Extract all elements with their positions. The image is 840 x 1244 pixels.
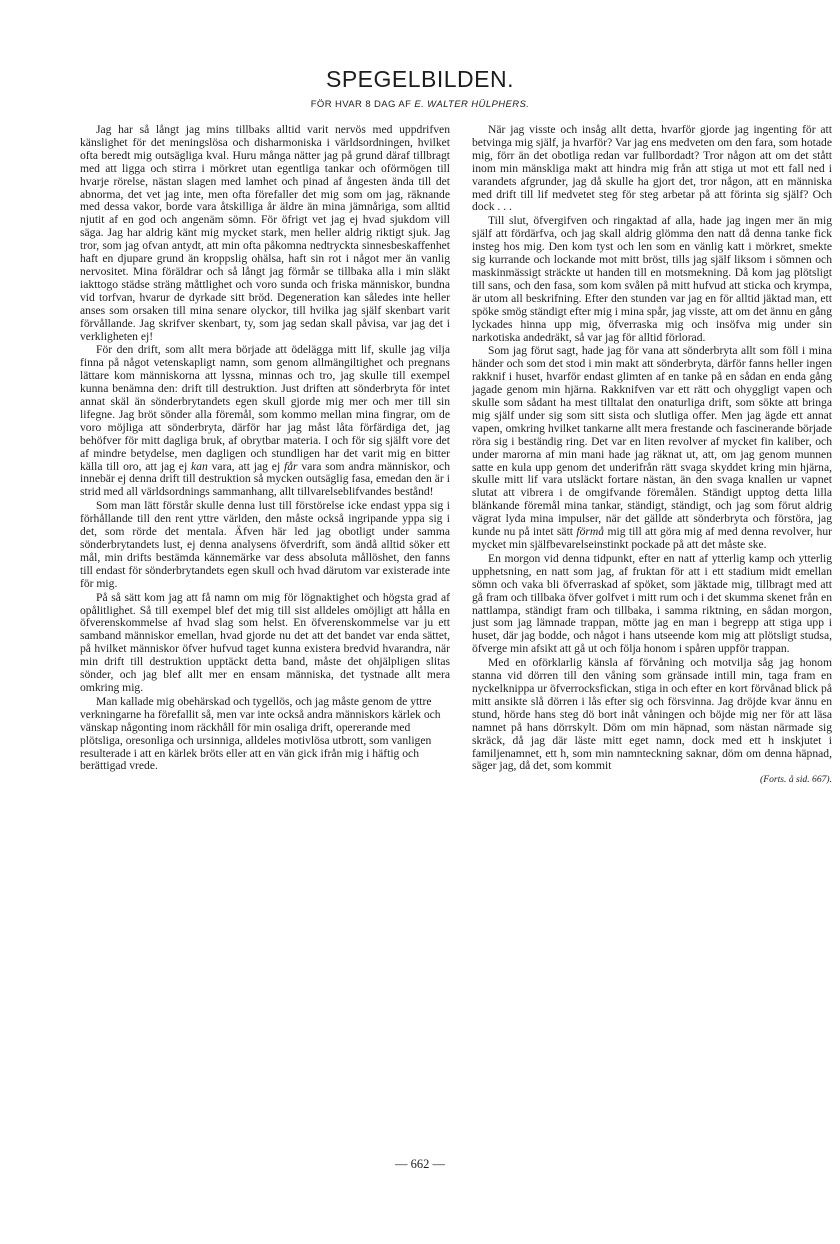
- emphasis: förmå: [576, 525, 605, 539]
- article-title: SPEGELBILDEN.: [325, 66, 515, 92]
- right-text-column: [472, 124, 832, 787]
- paragraph: Som man lätt förstår skulle denna lust till förstörelse icke endast yppa sig i förhållande till den rent yttre världen, den måste också ingripande yppa sig i det, som rörde det mentala. Äfven här led jag obotligt under samma sönderbrytandets lust, ej denna analysens öfverdrift, som ändå alltid söker ett mål, min drifts bestämda kännemärke var dess absoluta mållöshet, den fanns till endast för sönderbrytandets egen skull och hvad därutom var existerade inte för mig.: [80, 499, 450, 590]
- byline-author: E. WALTER HÜLPHERS.: [414, 99, 530, 110]
- paragraph: När jag visste och insåg allt detta, hvarför gjorde jag ingenting för att betvinga mig själf, ja hvarför? Var jag ens medveten om den fara, som hotade mig, förr än det obotliga redan var fullbordadt? Tror någon att om det stått inom min mänskliga makt att hindra mig från att stiga ut mot ett fall ned i varandets afgrunder, jag då skulle ha gjort det, tror någon, att en människa med drift till lif medvetet steg för steg arbetar på att förinta sig själf? Och dock . . .: [472, 123, 832, 214]
- emphasis: får: [284, 459, 298, 473]
- paragraph: På så sätt kom jag att få namn om mig för lögnaktighet och högsta grad af opålitlighet. Så till exempel blef det mig till sist alldeles omöjligt att hålla en öfverenskommelse af hvad slag som helst. En öfverenskommelse var ju ett samband människor emellan, hvad gjorde nu det att det bandet var enda sättet, på hvilket människor öfver hufvud taget kunna existera bredvid hvarandra, när min drift till destruktion upptäckt detta band, måste det ohjälpligen slitas sönder, och jag blef allt mer en ensam människa, det tystnade allt mera omkring mig.: [80, 590, 450, 694]
- paragraph-text: Som jag förut sagt, hade jag för vana att sönderbryta allt som föll i mina händer och som det stod i min makt att sönderbryta, därför fanns heller ingen rakknif i huset, hvarför endast glimten af en tanke på en sådan en enda gång jagade genom min hjärna. Rakknifven var ett rätt och ohyggligt vapen och skulle som sådant ha mest tilltalat den onaturliga drift, som sökte att bringa mig själf under sig som sitt sista och slutliga offer. Men jag ägde ett annat vapen, omkring hvilket tankarne allt mera frestande och fascinerande började röra sig i beständig ring. Det var en liten revolver af mycket fin kaliber, och under marorna af min mani hade jag räknat ut, att, om jag genom munnen satte en kula upp genom det underifrån rätt svaga skyddet kring min hjärna, skulle mitt lif vara utsläckt fortare nästan, än den svaga knallen ur vapnet slutat att vibrera i de omgifvande föremålen. Ständigt upptog detta lilla blänkande föremål mina tankar, ständigt, ständigt, och jag som förut aldrig vägrat lyda mina impulser, när det gällde att sönderbryta och förstöra, jag kunde nu på intet sätt: [472, 344, 832, 539]
- byline-prefix: FÖR HVAR 8 DAG AF: [310, 99, 415, 110]
- article-byline: [0, 99, 840, 110]
- paragraph-text: mig till att göra mig af med denna revolver, hur mycket min själfbevarelseinstinkt pockade på att det måste ske.: [472, 525, 833, 551]
- paragraph-text: För den drift, som allt mera började att ödelägga mitt lif, skulle jag vilja finna på något vetenskapligt namn, som genom allmängiltighet och pregnans lättare kom människorna att lyssna, minnas och tro, jag skulle till exempel kunna benämna den: drift till destruktion. Just driften att sönderbryta för intet annat skäl än sönderbrytandets egen skull gjorde mig mer och mer till sin lifegne. Jag bröt sönder alla föremål, som kommo mellan mina fingrar, om de voro möjliga att sönderbryta, därför har jag måst låta förfärdiga det, jag behöfver för mitt dagliga bruk, af obrytbar materia. I och för sig själft vore det af mindre betydelse, men dagligen och stundligen har det varit mig en bitter källa till oro, att jag ej: [80, 343, 450, 473]
- paragraph-text: vara, att jag ej: [207, 459, 285, 473]
- page-number: — 662 —: [395, 1157, 445, 1171]
- paragraph: [472, 345, 832, 552]
- emphasis: kan: [191, 459, 208, 473]
- continued-notice: (Forts. å sid. 667).: [760, 774, 832, 786]
- paragraph-text: vara som andra människor, och innebär ej denna drift till destruktion så mycken outsäglig fasa, emedan den är i strid med all världsordnings sammanhang, allt tillvarelseblifvandes bestånd!: [80, 459, 450, 499]
- paragraph: [80, 344, 450, 499]
- paragraph: Jag har så långt jag mins tillbaks alltid varit nervös med uppdrifven känslighet för det meningslösa och disharmoniska i världsordningen, hvilket ofta beredt mig outsägliga kval. Huru många nätter jag på grund däraf tillbragt med att ligga och stirra i mörkret utan egentliga tankar och oförmögen till hvarje rörelse, nästan slagen med lamhet och pinad af ångesten ända till det abnorma, det vet jag inte, men ofta förefaller det mig som om jag, räknande med dessa vakor, borde vara åtskilliga år äldre än mina jämnåriga, som alltid njutit af en god och angenäm sömn. För öfrigt vet jag ej hvad sjukdom vill säga. Jag har aldrig känt mig mycket stark, men heller aldrig riktigt sjuk. Jag tror, som jag ofvan antydt, att min ofta påkomna nedtryckta sinnesbeskaffenhet haft en djupare grund än kroppslig ohälsa, haft sin rot i något mer än vanlig nervositet. Mina föräldrar och så långt jag förmår se tillbaka alla i min släkt iakttogo städse sträng måttlighet och voro sunda och friska människor, bundna vid torfvan, hvarur de dyrkade sitt bröd. Degeneration kan således inte heller anses som orsaken till mina senare olyckor, till hvilka jag själf skenbart varit förvållande. Jag skrifver skenbart, ty, som jag sedan skall påvisa, var jag det i verkligheten ej!: [80, 123, 450, 343]
- left-text-column: [80, 124, 450, 774]
- paragraph: Med en oförklarlig känsla af förvåning och motvilja såg jag honom stanna vid dörren till den våning som gränsade intill min, taga fram en nyckelknippa ur öfverrocksfickan, stiga in och efter en kort förvånad blick på mitt ansikte slå dörren i lås efter sig och försvinna. Jag dröjde kvar ännu en stund, hörde hans steg dö bort inåt våningen och böjde mig ner för att läsa namnet på hans dörrskylt. Döm om min häpnad, som nästan närmade sig skräck, då jag där läste mitt eget namn, dock med ett h inskjutet i familjenamnet, ett h, som min namnteckning saknar, döm om denna häpnad, säger jag, då det, som kommit: [472, 656, 832, 773]
- paragraph: Man kallade mig obehärskad och tygellös, och jag måste genom de yttre verkningarne ha förefallit så, men var inte också andra människors kärlek och vänskap någonting inom räckhåll för min osaliga drift, opererande med plötsliga, oresonliga och ursinniga, alldeles motivlösa utbrott, som vanligen resulterade i att en kärlek bröts eller att en vän gick ifrån mig i häftig och berättigad vrede.: [80, 694, 441, 773]
- paragraph: Till slut, öfvergifven och ringaktad af alla, hade jag ingen mer än mig själf att fördärfva, och jag skall aldrig glömma den natt då denna tanke fick insteg hos mig. Den kom tyst och len som en vänlig katt i mörkret, smekte sig kurrande och lockande mot mitt bröst, tills jag själf liksom i sömnen och maskinmässigt sträckte ut handen till en motsmekning. Då kom jag plötsligt till sans, och den fasa, som kom svålen på mitt hufvud att sticka och krympa, är utom all beskrifning. Efter den stunden var jag en för alltid jäktad man, ett spöke smög ständigt efter mig i mina spår, jag visste, att om det ännu en gång lyckades hinna upp mig, öfverraska mig och insöfva mig under sin narkotiska andedräkt, så var jag för alltid förlorad.: [472, 214, 832, 344]
- paragraph: En morgon vid denna tidpunkt, efter en natt af ytterlig kamp och ytterlig upphetsning, en natt som jag, af fruktan för att i ett stadium midt emellan sömn och vaka bli öfverraskad af spöket, som jäktade mig, tillbragt med att gå fram och tillbaka öfver golfvet i mitt rum och i det skumma skenet från en nattlampa, ständigt fram och tillbaka, i samma riktning, en sådan morgon, just som jag lämnade trappan, mötte jag en man i begrepp att stiga upp i huset, där jag bodde, och något i hans utseende kom mig att plötsligt studsa, öfverge min afsikt att gå ut och följa honom i spåren uppför trappan.: [472, 551, 832, 656]
